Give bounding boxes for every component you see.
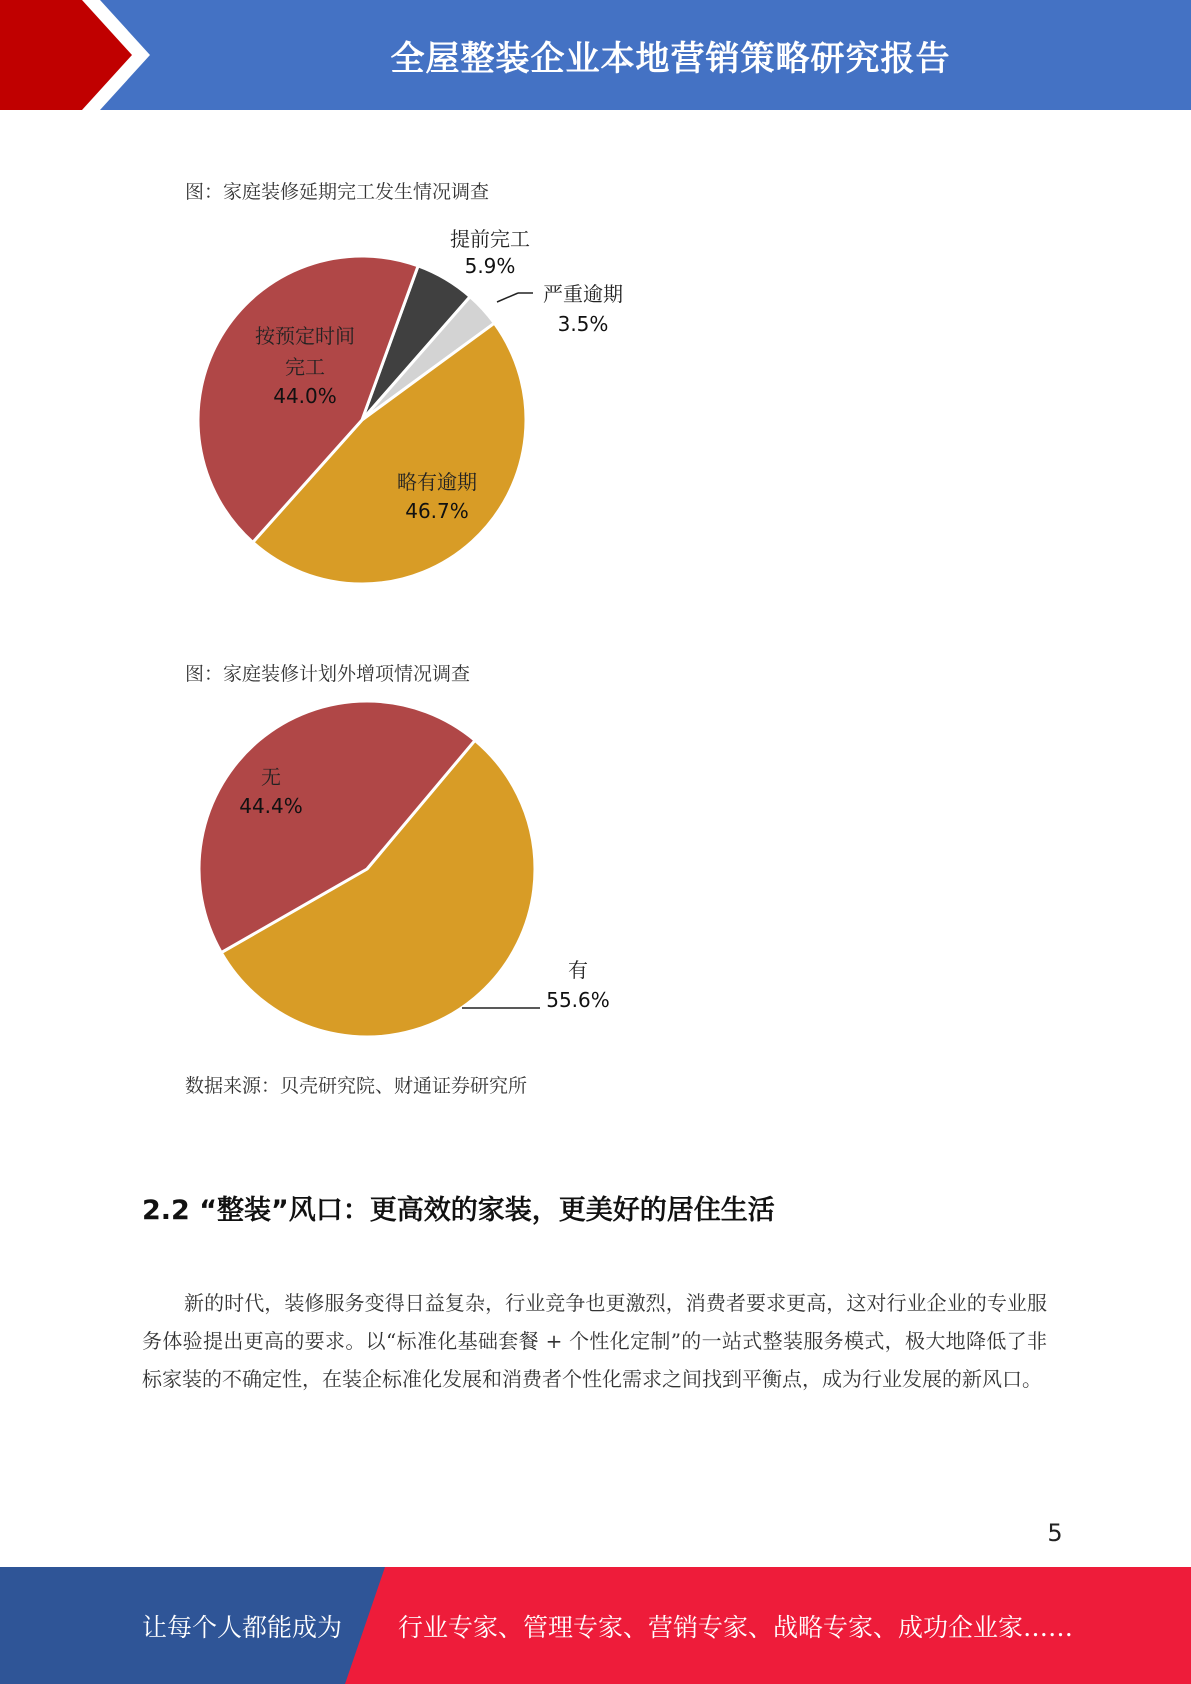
- slice-label-severe-name: 严重逾期: [543, 282, 623, 306]
- footer-slogan-left: 让每个人都能成为: [142, 1612, 343, 1642]
- pie-chart-extra-items: [199, 701, 535, 1037]
- section-heading: 2.2 “整装”风口：更高效的家装，更美好的居住生活: [142, 1195, 775, 1226]
- slice-label-no-name: 无: [261, 765, 281, 789]
- slice-label-early-pct: 5.9%: [464, 254, 516, 278]
- leader-line-severe: [497, 293, 518, 302]
- report-title: 全屋整装企业本地营销策略研究报告: [390, 38, 951, 79]
- figure-caption-delay: 图：家庭装修延期完工发生情况调查: [185, 181, 490, 203]
- section-paragraph: 新的时代，装修服务变得日益复杂，行业竞争也更激烈，消费者要求更高，这对行业企业的专业服务体验提出更高的要求。以“标准化基础套餐 + 个性化定制”的一站式整装服务模式，极大地降低了非标家装的不确定性，在装企标准化发展和消费者个性化需求之间找到平衡点，成为行业发展的新风口。: [142, 1291, 1047, 1391]
- slice-label-slight-name: 略有逾期: [397, 470, 477, 494]
- slice-label-ontime-line2: 完工: [285, 355, 325, 379]
- slice-label-severe-pct: 3.5%: [557, 312, 609, 336]
- page-number: 5: [1047, 1519, 1063, 1547]
- figure-caption-extra-items: 图：家庭装修计划外增项情况调查: [185, 663, 471, 685]
- slice-label-early-name: 提前完工: [450, 227, 530, 251]
- data-source: 数据来源：贝壳研究院、财通证券研究所: [185, 1075, 528, 1097]
- footer-slogan-right: 行业专家、管理专家、营销专家、战略专家、成功企业家……: [398, 1612, 1074, 1642]
- slice-label-ontime-pct: 44.0%: [273, 384, 337, 408]
- slice-label-ontime-line1: 按预定时间: [255, 324, 355, 348]
- slice-label-yes-pct: 55.6%: [546, 988, 610, 1012]
- pie-chart-delay: [198, 256, 526, 584]
- slice-label-no-pct: 44.4%: [239, 794, 303, 818]
- page-footer: [0, 1567, 1191, 1684]
- slice-label-yes-name: 有: [568, 958, 588, 982]
- slice-label-slight-pct: 46.7%: [405, 499, 469, 523]
